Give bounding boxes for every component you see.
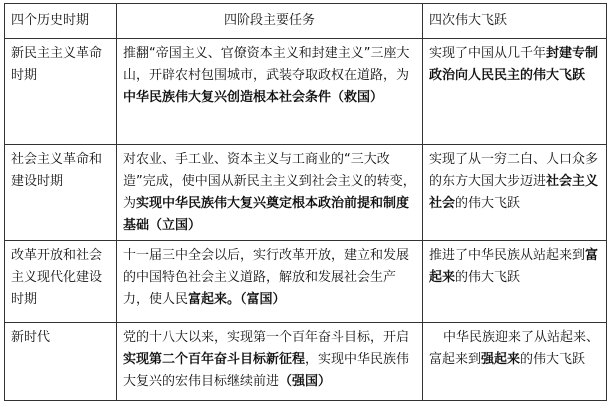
task-cell (117, 323, 423, 401)
task-text: 对农业、手工业、资本主义与工商业的“三大改造”完成，使中国从新民主主义到社会主义的转变，为 (123, 152, 416, 211)
table-row (5, 145, 607, 241)
table-header-row (5, 4, 607, 39)
period-cell: 社会主义革命和建设时期 (5, 145, 117, 241)
leap-text-end: 的伟大飞跃 (455, 270, 521, 285)
task-cell (117, 39, 423, 145)
table-row (5, 323, 607, 401)
history-periods-table (4, 3, 607, 401)
task-bold-text: 中华民族伟大复兴创造根本社会条件（救国） (123, 90, 384, 105)
table-row (5, 241, 607, 323)
leap-bold-text: 社会主义社会 (429, 174, 599, 211)
header-leap: 四次伟大飞跃 (423, 4, 607, 39)
leap-cell (423, 241, 607, 323)
period-cell: 新时代 (5, 323, 117, 401)
task-text: 推翻“帝国主义、官僚资本主义和封建主义”三座大山，开辟农村包围城市，武装夺取政权在道路，为 (123, 46, 410, 83)
header-task: 四阶段主要任务 (117, 4, 423, 39)
leap-bold-text: 富起来 (429, 248, 599, 285)
leap-text-end: 的伟大飞跃 (520, 352, 586, 367)
header-period: 四个历史时期 (5, 4, 117, 39)
task-cell (117, 145, 423, 241)
period-cell: 改革开放和社会主义现代化建设时期 (5, 241, 117, 323)
task-text: 党的十八大以来，实现第一个百年奋斗目标，开启 (123, 330, 410, 345)
task-text-continued: ，实现中华民族伟大复兴的宏伟目标继续前进 (123, 352, 410, 389)
leap-text-end: 伟大飞跃 (533, 68, 586, 83)
leap-text: 中华民族迎来了从站起来、富起来到 (429, 330, 600, 367)
task-text: 十一届三中全会以后，实行改革开放，建立和发展的中国特色社会主义道路，解放和发展社会生产力，使人民 (123, 248, 410, 307)
task-bold-text: 实现中华民族伟大复兴奠定根本政治前提和制度基础（立国） (123, 196, 410, 233)
leap-text-end: 的伟大飞跃 (455, 196, 521, 211)
leap-bold-text: 封建专制政治向人民民主的 (429, 46, 599, 83)
task-bold-text: 实现第二个百年奋斗目标新征程 (123, 352, 306, 367)
leap-text: 推进了中华民族从站起来到 (429, 248, 586, 263)
leap-cell (423, 39, 607, 145)
period-cell: 新民主主义革命时期 (5, 39, 117, 145)
leap-text: 实现了中国从几千年 (429, 46, 547, 61)
leap-cell (423, 145, 607, 241)
history-table-container (4, 3, 606, 399)
leap-text: 实现了从一穷二白、人口众多的东方大国大步迈进 (429, 152, 599, 189)
leap-bold-text: 强起来 (481, 352, 521, 367)
task-bold-text: 富起来。（富国） (188, 292, 286, 307)
task-bold-tag: （强国） (279, 374, 332, 389)
table-row (5, 39, 607, 145)
task-cell (117, 241, 423, 323)
leap-cell (423, 323, 607, 401)
